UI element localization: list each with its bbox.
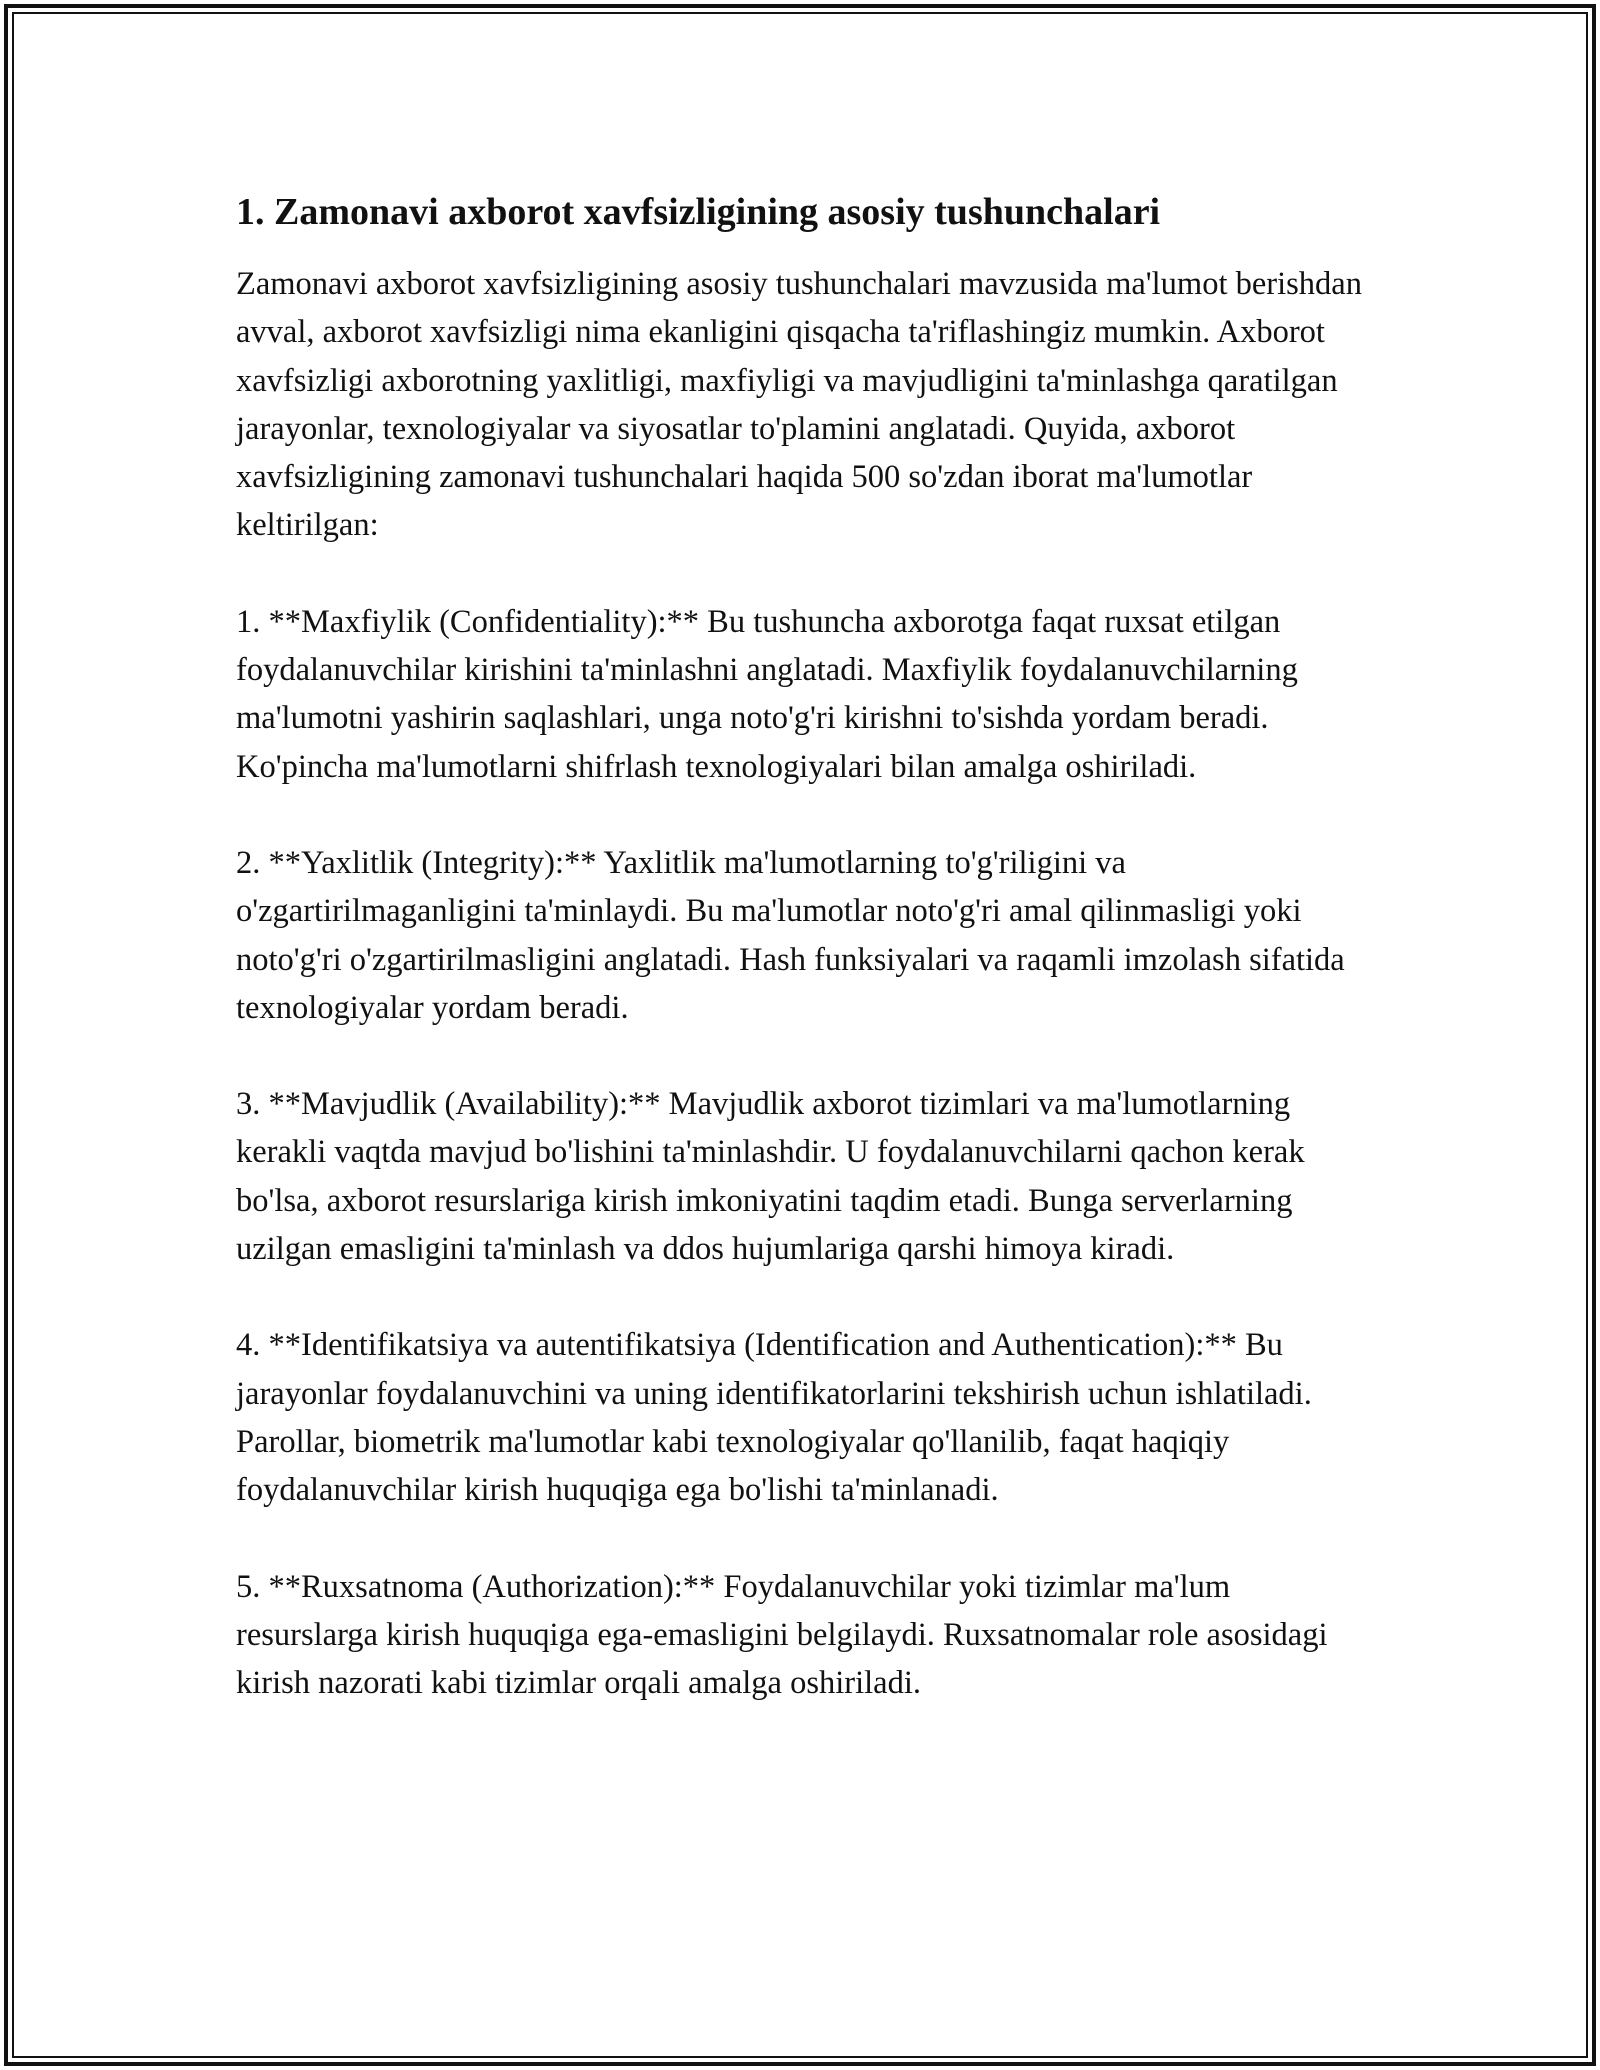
confidentiality-paragraph: 1. **Maxfiylik (Confidentiality):** Bu tushuncha axborotga faqat ruxsat etilgan foydalanuvchilar kirishini ta'minlashni anglatadi. Maxfiylik foydalanuvchilarning ma'lumotni yashirin saqlashlari, unga noto'g'ri kirishni to'sishda yordam beradi. Ko'pincha ma'lumotlarni shifrlash texnologiyalari bilan amalga oshiriladi.	[236, 603, 1298, 785]
document-body	[236, 186, 1376, 1755]
authorization-paragraph: 5. **Ruxsatnoma (Authorization):** Foydalanuvchilar yoki tizimlar ma'lum resurslarga kirish huquqiga ega-emasligini belgilaydi. Ruxsatnomalar role asosidagi kirish nazorati kabi tizimlar orqali amalga oshiriladi.	[236, 1568, 1328, 1702]
availability-paragraph: 3. **Mavjudlik (Availability):** Mavjudlik axborot tizimlari va ma'lumotlarning kerakli vaqtda mavjud bo'lishini ta'minlashdir. U foydalanuvchilarni qachon kerak bo'lsa, axborot resurslariga kirish imkoniyatini taqdim etadi. Bunga serverlarning uzilgan emasligini ta'minlash va ddos hujumlariga qarshi himoya kiradi.	[236, 1086, 1305, 1268]
integrity-paragraph: 2. **Yaxlitlik (Integrity):** Yaxlitlik ma'lumotlarning to'g'riligini va o'zgartirilmaganligini ta'minlaydi. Bu ma'lumotlar noto'g'ri amal qilinmasligi yoki noto'g'ri o'zgartirilmasligini anglatadi. Hash funksiyalari va raqamli imzolash sifatida texnologiyalar yordam beradi.	[236, 844, 1345, 1026]
authentication-paragraph: 4. **Identifikatsiya va autentifikatsiya (Identification and Authentication):** Bu jarayonlar foydalanuvchini va uning identifikatorlarini tekshirish uchun ishlatiladi. Parollar, biometrik ma'lumotlar kabi texnologiyalar qo'llanilib, faqat haqiqiy foydalanuvchilar kirish huquqiga ega bo'lishi ta'minlanadi.	[236, 1327, 1312, 1509]
document-title: 1. Zamonavi axborot xavfsizligining asosiy tushunchalari	[236, 191, 1161, 233]
intro-paragraph: Zamonavi axborot xavfsizligining asosiy tushunchalari mavzusida ma'lumot berishdan avval, axborot xavfsizligi nima ekanligini qisqacha ta'riflashingiz mumkin. Axborot xavfsizligi axborotning yaxlitligi, maxfiyligi va mavjudligini ta'minlashga qaratilgan jarayonlar, texnologiyalar va siyosatlar to'plamini anglatadi. Quyida, axborot xavfsizligining zamonavi tushunchalari haqida 500 so'zdan iborat ma'lumotlar keltirilgan:	[236, 266, 1362, 544]
